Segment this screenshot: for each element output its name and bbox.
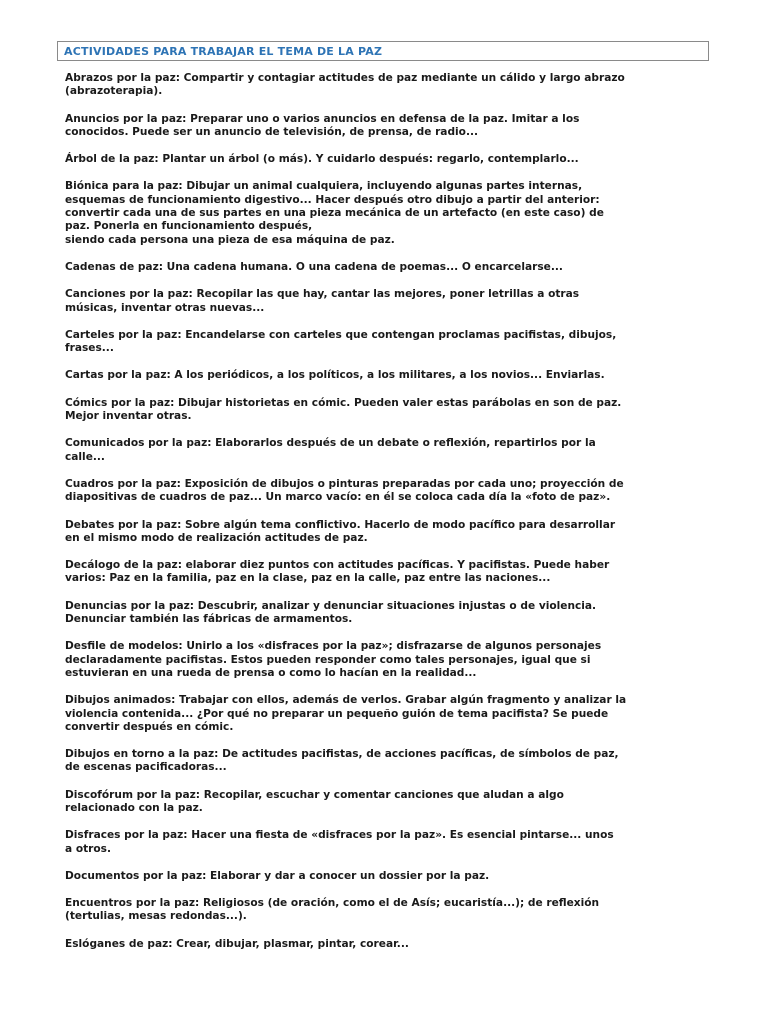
- activity-entry: [65, 640, 715, 680]
- title-box: [57, 41, 709, 61]
- activity-entry-line: conocidos. Puede ser un anuncio de televisión, de prensa, de radio...: [65, 125, 479, 138]
- activity-entry: [65, 694, 715, 734]
- activity-entry-line: Cadenas de paz: Una cadena humana. O una cadena de poemas... O encarcelarse...: [65, 260, 563, 273]
- activity-entry-line: Cartas por la paz: A los periódicos, a los políticos, a los militares, a los novios... Enviarlas.: [65, 369, 605, 382]
- activity-entry: [65, 113, 715, 140]
- activity-entry: [65, 829, 715, 856]
- activity-entry-line: Discofórum por la paz: Recopilar, escuchar y comentar canciones que aludan a algo: [65, 788, 564, 801]
- activity-entry-line: Cuadros por la paz: Exposición de dibujos o pinturas preparadas por cada uno; proyección de: [65, 477, 624, 490]
- activity-entry-line: calle...: [65, 450, 105, 463]
- activity-entry-line: Cómics por la paz: Dibujar historietas en cómic. Pueden valer estas parábolas en son de paz.: [65, 396, 622, 409]
- activity-entry-line: violencia contenida... ¿Por qué no preparar un pequeño guión de tema pacifista? Se puede: [65, 707, 609, 720]
- activity-entry-line: Encuentros por la paz: Religiosos (de oración, como el de Asís; eucaristía...); de reflexión: [65, 897, 600, 910]
- activity-entry-line: estuvieran en una rueda de prensa o como lo hacían en la realidad...: [65, 666, 477, 679]
- activity-entry: [65, 870, 715, 883]
- activity-entry: [65, 72, 715, 99]
- activity-entry-line: Documentos por la paz: Elaborar y dar a conocer un dossier por la paz.: [65, 869, 490, 882]
- activity-entry: [65, 897, 715, 924]
- activity-entry-line: Carteles por la paz: Encandelarse con carteles que contengan proclamas pacifistas, dibujos,: [65, 328, 617, 341]
- activity-entry-line: Denunciar también las fábricas de armamentos.: [65, 613, 353, 626]
- activity-entry-line: Canciones por la paz: Recopilar las que hay, cantar las mejores, poner letrillas a otras: [65, 288, 580, 301]
- activity-entry-line: Desfile de modelos: Unirlo a los «disfraces por la paz»; disfrazarse de algunos personajes: [65, 640, 602, 653]
- activity-entry-line: declaradamente pacifistas. Estos pueden responder como tales personajes, igual que si: [65, 653, 591, 666]
- activity-entry-line: Denuncias por la paz: Descubrir, analizar y denunciar situaciones injustas o de violencia.: [65, 599, 597, 612]
- activity-entry-line: (tertulias, mesas redondas...).: [65, 910, 247, 923]
- activity-entry: [65, 600, 715, 627]
- activity-entry-line: siendo cada persona una pieza de esa máquina de paz.: [65, 233, 395, 246]
- activity-entry-line: Abrazos por la paz: Compartir y contagiar actitudes de paz mediante un cálido y largo abrazo: [65, 72, 625, 84]
- activity-entry: [65, 437, 715, 464]
- activity-entry-line: (abrazoterapia).: [65, 85, 163, 98]
- activity-entry: [65, 288, 715, 315]
- activity-list: [65, 72, 715, 965]
- activity-entry-line: Mejor inventar otras.: [65, 410, 192, 423]
- activity-entry-line: Disfraces por la paz: Hacer una fiesta de «disfraces por la paz». Es esencial pintarse... unos: [65, 829, 614, 842]
- activity-entry-line: varios: Paz en la familia, paz en la clase, paz en la calle, paz entre las naciones...: [65, 572, 551, 585]
- activity-entry: [65, 153, 715, 166]
- activity-entry: [65, 519, 715, 546]
- activity-entry-line: Árbol de la paz: Plantar un árbol (o más). Y cuidarlo después: regarlo, contemplarlo...: [65, 153, 579, 166]
- activity-entry: [65, 329, 715, 356]
- activity-entry: [65, 478, 715, 505]
- activity-entry-line: Anuncios por la paz: Preparar uno o varios anuncios en defensa de la paz. Imitar a los: [65, 112, 580, 125]
- activity-entry-line: relacionado con la paz.: [65, 801, 203, 814]
- activity-entry: [65, 748, 715, 775]
- activity-entry-line: de escenas pacificadoras...: [65, 761, 227, 774]
- activity-entry-line: Dibujos animados: Trabajar con ellos, además de verlos. Grabar algún fragmento y analizar la: [65, 694, 627, 707]
- activity-entry-line: convertir cada una de sus partes en una pieza mecánica de un artefacto (en este caso) de: [65, 207, 604, 220]
- activity-entry-line: a otros.: [65, 842, 112, 855]
- page-title: ACTIVIDADES PARA TRABAJAR EL TEMA DE LA PAZ: [64, 45, 383, 58]
- activity-entry-line: Dibujos en torno a la paz: De actitudes pacifistas, de acciones pacíficas, de símbolos de paz,: [65, 748, 619, 761]
- activity-entry-line: Debates por la paz: Sobre algún tema conflictivo. Hacerlo de modo pacífico para desarrollar: [65, 518, 616, 531]
- activity-entry-line: convertir después en cómic.: [65, 720, 234, 733]
- activity-entry: [65, 789, 715, 816]
- activity-entry-line: Comunicados por la paz: Elaborarlos después de un debate o reflexión, repartirlos por la: [65, 437, 596, 450]
- activity-entry-line: paz. Ponerla en funcionamiento después,: [65, 220, 313, 233]
- activity-entry: [65, 559, 715, 586]
- activity-entry: [65, 261, 715, 274]
- activity-entry: [65, 397, 715, 424]
- activity-entry-line: diapositivas de cuadros de paz... Un marco vacío: en él se coloca cada día la «foto de paz».: [65, 491, 611, 504]
- activity-entry-line: Biónica para la paz: Dibujar un animal cualquiera, incluyendo algunas partes internas,: [65, 180, 583, 193]
- activity-entry-line: en el mismo modo de realización actitudes de paz.: [65, 531, 368, 544]
- activity-entry-line: frases...: [65, 342, 114, 355]
- activity-entry-line: Decálogo de la paz: elaborar diez puntos con actitudes pacíficas. Y pacifistas. Puede haber: [65, 559, 610, 572]
- activity-entry-line: Eslóganes de paz: Crear, dibujar, plasmar, pintar, corear...: [65, 937, 409, 950]
- activity-entry: [65, 180, 715, 246]
- activity-entry-line: músicas, inventar otras nuevas...: [65, 301, 265, 314]
- activity-entry: [65, 369, 715, 382]
- activity-entry-line: esquemas de funcionamiento digestivo... Hacer después otro dibujo a partir del anterior:: [65, 193, 600, 206]
- activity-entry: [65, 938, 715, 951]
